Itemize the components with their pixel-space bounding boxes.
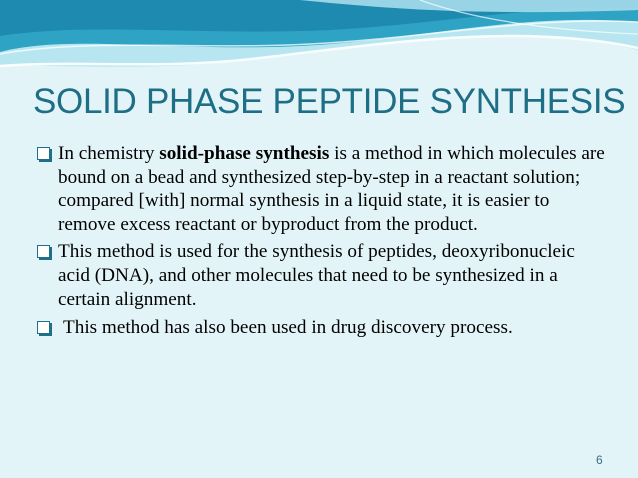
bullet-text-emphasis: solid-phase synthesis: [159, 143, 330, 164]
square-checkbox-bullet-icon: [37, 321, 50, 334]
bullet-item: [36, 316, 611, 340]
bullet-text-prefix: In chemistry: [58, 143, 160, 164]
bullet-item: [36, 240, 611, 311]
bullet-item: [36, 142, 611, 236]
bullet-list: [36, 142, 611, 344]
bullet-text-suffix: is a method in which molecules are bound on a bead and synthesized step-by-step in a reactant solution; compared [with] normal synthesis in a liquid state, it is easier to remove excess reactant or byproduct from the product.: [58, 143, 605, 235]
square-checkbox-bullet-icon: [37, 245, 50, 258]
bullet-text: This method has also been used in drug discovery process.: [63, 317, 513, 339]
page-number: 6: [596, 453, 603, 467]
slide-title: SOLID PHASE PEPTIDE SYNTHESIS: [33, 82, 626, 121]
bullet-text: This method is used for the synthesis of peptides, deoxyribonucleic acid (DNA), and other molecules that need to be synthesized in a certain alignment.: [58, 241, 575, 310]
header-wave-decoration: [0, 0, 638, 80]
square-checkbox-bullet-icon: [37, 147, 50, 160]
